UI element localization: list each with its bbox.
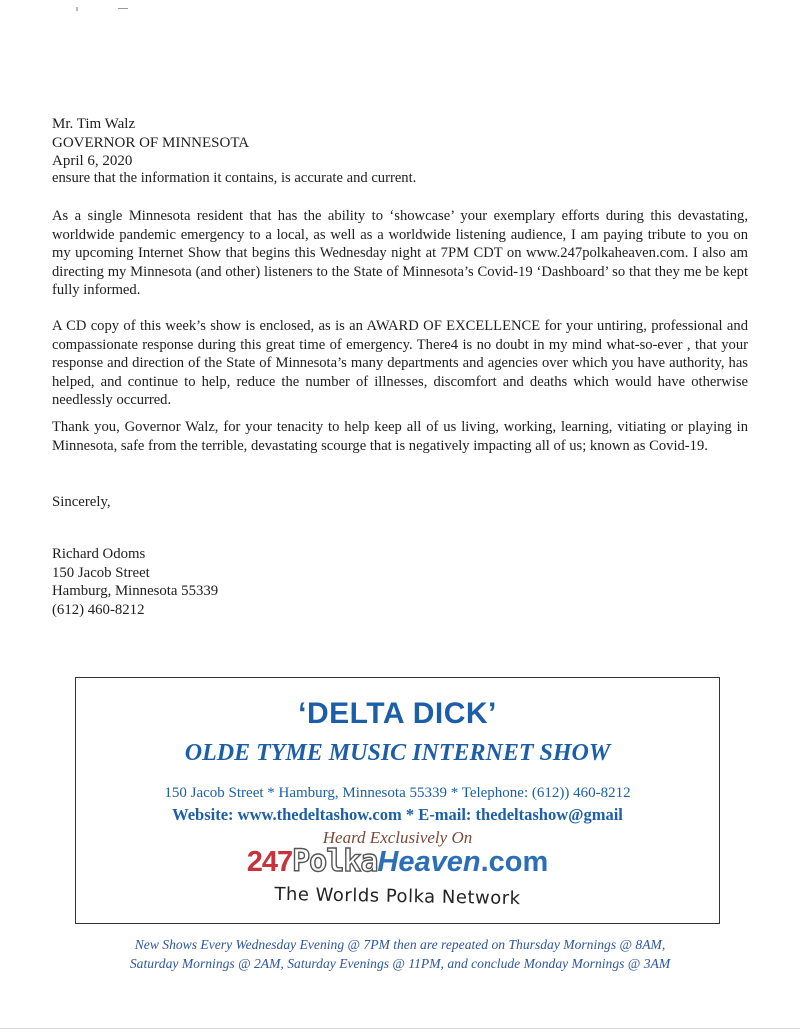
closing: Sincerely, <box>52 494 111 510</box>
logo-heaven: Heaven <box>377 846 481 878</box>
logo-polka: Polka <box>292 844 378 879</box>
recipient-name: Mr. Tim Walz <box>52 116 136 132</box>
paragraph-1: ensure that the information it contains, is accurate and current. <box>52 170 417 186</box>
paragraph-3: A CD copy of this week’s show is enclosed, as is an AWARD OF EXCELLENCE for your untiring, professional and compassionate response during this great time of emergency. There4 is no doubt in my mind what-so-ever , that your response and direction of the State of Minnesota’s many departments and agencies over which you have authority, has helped, and continue to help, reduce the number of illnesses, discomfort and deaths which would have otherwise needlessly occurred. <box>52 318 748 409</box>
show-advertisement <box>75 677 720 924</box>
ad-website-email: Website: www.thedeltashow.com * E-mail: thedeltashow@gmail <box>172 805 623 824</box>
schedule-line-2: Saturday Mornings @ 2AM, Saturday Evenings @ 11PM, and conclude Monday Mornings @ 3AM <box>129 956 671 971</box>
logo-com: .com <box>480 846 549 878</box>
recipient-block <box>52 115 249 171</box>
ad-network-tagline: The Worlds Polka Network <box>274 883 521 910</box>
sender-block <box>52 545 218 619</box>
sender-street: 150 Jacob Street <box>52 564 150 581</box>
letter-date: April 6, 2020 <box>52 153 133 169</box>
paragraph-2: As a single Minnesota resident that has the ability to ‘showcase’ your exemplary efforts during this devastating, worldwide pandemic emergency to a local, as well as a worldwide listening audience, I am paying tribute to you on my upcoming Internet Show that begins this Wednesday night at 7PM CDT on www.247polkaheaven.com. I also am directing my Minnesota (and other) listeners to the State of Minnesota’s Covid-19 ‘Dashboard’ so that they me be kept fully informed. <box>52 208 748 299</box>
ad-heard-exclusively: Heard Exclusively On <box>322 828 473 847</box>
ad-title: ‘DELTA DICK’ <box>298 697 497 730</box>
scan-artifact <box>76 7 78 11</box>
recipient-title: GOVERNOR OF MINNESOTA <box>52 134 250 151</box>
ad-subtitle: OLDE TYME MUSIC INTERNET SHOW <box>184 740 611 766</box>
sender-name: Richard Odoms <box>52 546 146 562</box>
logo-247: 247 <box>246 846 293 878</box>
paragraph-4: Thank you, Governor Walz, for your tenacity to help keep all of us living, working, learning, vitiating or playing in Minnesota, safe from the terrible, devastating scourge that is negatively impacting all of us; known as Covid-19. <box>52 419 748 454</box>
sender-city: Hamburg, Minnesota 55339 <box>52 583 219 600</box>
scan-artifact <box>118 8 128 9</box>
scan-edge <box>0 1028 800 1029</box>
ad-address: 150 Jacob Street * Hamburg, Minnesota 55339 * Telephone: (612)) 460-8212 <box>164 785 631 801</box>
sender-phone: (612) 460-8212 <box>52 601 145 618</box>
schedule-line-1: New Shows Every Wednesday Evening @ 7PM then are repeated on Thursday Mornings @ 8AM, <box>134 937 666 952</box>
schedule-footer <box>55 935 745 973</box>
polka-heaven-logo <box>76 844 719 879</box>
